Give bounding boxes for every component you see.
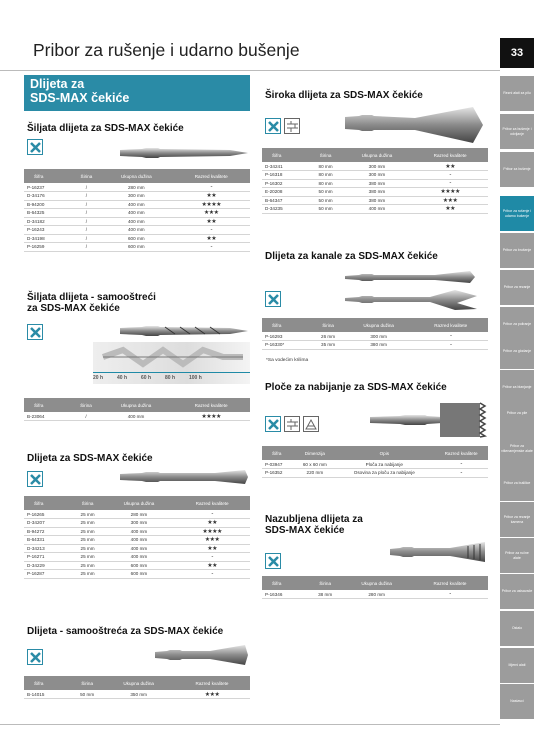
table-cell: P-16330* bbox=[262, 341, 312, 350]
table-cell: 400 mm bbox=[342, 205, 413, 214]
self-sharpening-flat-table bbox=[24, 676, 250, 699]
table-cell: 300 mm bbox=[104, 519, 175, 528]
table-cell: 280 mm bbox=[104, 510, 175, 519]
table-row bbox=[24, 553, 250, 562]
col-header: Ukupna dužina bbox=[100, 398, 172, 412]
quality-rating-cell: - bbox=[434, 469, 488, 478]
table-cell: P-16352 bbox=[262, 469, 295, 478]
concrete-material-icon bbox=[265, 118, 281, 134]
section-banner bbox=[24, 75, 250, 111]
table-cell: D-34176 bbox=[24, 192, 73, 201]
table-cell: 50 mm bbox=[309, 196, 341, 205]
table-cell: D-34207 bbox=[24, 519, 71, 528]
table-cell: / bbox=[73, 192, 101, 201]
quality-rating-cell: - bbox=[172, 226, 250, 235]
quality-rating-cell: - bbox=[412, 179, 488, 188]
table-cell: / bbox=[73, 183, 101, 192]
table-cell: 600 mm bbox=[104, 570, 175, 579]
quality-rating-cell: ★★ bbox=[174, 561, 250, 570]
table-cell: / bbox=[73, 226, 101, 235]
table-cell: D-34198 bbox=[24, 234, 73, 243]
pointed-chisel-table bbox=[24, 169, 250, 252]
table-row bbox=[24, 200, 250, 209]
table-cell: 26 mm bbox=[312, 332, 344, 341]
sidebar-tab[interactable]: Pribor za bušenje i odvijanje bbox=[500, 114, 534, 149]
table-cell: B-23064 bbox=[24, 412, 72, 421]
table-cell: P-16271 bbox=[24, 553, 71, 562]
col-header: Dimenzija bbox=[295, 446, 334, 460]
table-cell: B-94272 bbox=[24, 527, 71, 536]
table-row bbox=[24, 209, 250, 218]
section-title-line-1: Nazubljena dlijeta za bbox=[265, 514, 363, 525]
table-cell: 600 mm bbox=[100, 234, 172, 243]
col-header: Razred kvalitete bbox=[434, 446, 488, 460]
table-row bbox=[262, 341, 488, 350]
table-cell: 35 mm bbox=[312, 341, 344, 350]
sidebar-tab[interactable]: Pribor za rezanje bbox=[500, 270, 534, 305]
table-cell: 600 mm bbox=[104, 561, 175, 570]
table-cell: 220 mm bbox=[295, 469, 334, 478]
table-body bbox=[24, 510, 250, 578]
table-cell: 350 mm bbox=[103, 690, 174, 699]
table-row bbox=[262, 590, 488, 599]
table-row bbox=[24, 510, 250, 519]
sidebar-tab[interactable]: Pribor za brušenje bbox=[500, 233, 534, 268]
wear-scale-graphic bbox=[93, 342, 250, 384]
section-title bbox=[27, 292, 156, 314]
col-header: Šifra bbox=[262, 446, 295, 460]
concrete-material-icon bbox=[265, 416, 281, 432]
table-cell: B-14015 bbox=[24, 690, 71, 699]
sidebar-tab[interactable]: Pribor za blanjanje bbox=[500, 370, 534, 405]
section-title: Ploče za nabijanje za SDS-MAX čekiće bbox=[265, 382, 447, 393]
quality-rating-cell: ★★ bbox=[174, 519, 250, 528]
table-cell: 400 mm bbox=[100, 226, 172, 235]
table-cell: P-16302 bbox=[262, 179, 309, 188]
table-cell: 25 mm bbox=[71, 536, 103, 545]
col-header: Razred kvalitete bbox=[172, 398, 250, 412]
table-body bbox=[262, 590, 488, 599]
banner-line-1: Dlijeta za bbox=[30, 77, 85, 91]
quality-rating-cell: - bbox=[413, 332, 488, 341]
table-cell: 380 mm bbox=[342, 188, 413, 197]
quality-rating-cell: ★★ bbox=[412, 205, 488, 214]
table-cell: B-64347 bbox=[262, 196, 309, 205]
table-row bbox=[24, 217, 250, 226]
table-row bbox=[262, 205, 488, 214]
table-cell: 400 mm bbox=[100, 217, 172, 226]
table-cell: 25 mm bbox=[71, 510, 103, 519]
sidebar-tab[interactable]: Pribor za rezanje kamena bbox=[500, 502, 534, 537]
col-header: Šifra bbox=[24, 169, 73, 183]
table-row bbox=[24, 544, 250, 553]
table-cell: 380 mm bbox=[342, 196, 413, 205]
table-row bbox=[24, 192, 250, 201]
col-header: Širina bbox=[72, 398, 100, 412]
table-row bbox=[262, 460, 488, 469]
quality-rating-cell: ★★ bbox=[412, 162, 488, 171]
table-row bbox=[262, 469, 488, 478]
table-row bbox=[262, 171, 488, 180]
quality-rating-cell: ★★ bbox=[172, 217, 250, 226]
quality-rating-cell: - bbox=[172, 243, 250, 252]
table-cell: Osovina za ploču za nabijanje bbox=[334, 469, 434, 478]
col-header: Širina bbox=[312, 318, 344, 332]
table-row bbox=[262, 332, 488, 341]
quality-rating-cell: - bbox=[172, 183, 250, 192]
table-row bbox=[24, 690, 250, 699]
quality-rating-cell: - bbox=[412, 171, 488, 180]
masonry-material-icon bbox=[284, 416, 300, 432]
table-cell: D-34235 bbox=[262, 205, 309, 214]
table-cell: 280 mm bbox=[341, 590, 412, 599]
col-header: Šifra bbox=[24, 676, 71, 690]
col-header: Razred kvalitete bbox=[413, 318, 488, 332]
concrete-material-icon bbox=[265, 291, 281, 307]
table-row bbox=[262, 162, 488, 171]
scale-label: 100 h bbox=[189, 375, 202, 381]
table-cell: 80 mm bbox=[309, 171, 341, 180]
table-cell: 25 mm bbox=[71, 519, 103, 528]
table-cell: 38 mm bbox=[309, 590, 341, 599]
table-cell: 400 mm bbox=[104, 544, 175, 553]
table-cell: Ploča za nabijanje bbox=[334, 460, 434, 469]
scale-label: 20 h bbox=[93, 375, 104, 381]
table-row bbox=[24, 243, 250, 252]
section-title: Široka dlijeta za SDS-MAX čekiće bbox=[265, 90, 423, 101]
bushing-plate-table bbox=[262, 446, 488, 478]
table-cell: B-64331 bbox=[24, 536, 71, 545]
sidebar-tab-active[interactable]: Pribor za rušenje i udarno bušenje bbox=[500, 196, 534, 231]
table-body bbox=[24, 690, 250, 699]
table-cell: D-34229 bbox=[24, 561, 71, 570]
col-header: Ukupna dužina bbox=[104, 496, 175, 510]
sidebar bbox=[500, 70, 534, 725]
channel-chisel-table bbox=[262, 318, 488, 350]
col-header: Razred kvalitete bbox=[412, 576, 488, 590]
section-title: Dlijeta za SDS-MAX čekiće bbox=[27, 453, 153, 464]
table-cell: 600 mm bbox=[100, 243, 172, 252]
page-title: Pribor za rušenje i udarno bušenje bbox=[33, 40, 300, 60]
banner-line-2: SDS-MAX čekiće bbox=[30, 91, 130, 105]
table-cell: 80 mm bbox=[309, 162, 341, 171]
quality-rating-cell: - bbox=[434, 460, 488, 469]
col-header: Razred kvalitete bbox=[412, 148, 488, 162]
sidebar-tab[interactable]: Pribor za pile bbox=[500, 396, 534, 431]
table-cell: P-16265 bbox=[24, 510, 71, 519]
table-cell: D-34182 bbox=[24, 217, 73, 226]
quality-rating-cell: ★★★★ bbox=[172, 200, 250, 209]
table-row bbox=[24, 412, 250, 421]
tile-material-icon bbox=[303, 416, 319, 432]
concrete-material-icon bbox=[27, 139, 43, 155]
quality-rating-cell: - bbox=[174, 553, 250, 562]
channel-chisel-images bbox=[345, 268, 485, 312]
table-cell: 50 mm bbox=[71, 690, 103, 699]
table-cell: 400 mm bbox=[104, 553, 175, 562]
table-cell: 300 mm bbox=[344, 332, 413, 341]
table-body bbox=[262, 460, 488, 477]
table-cell: 400 mm bbox=[100, 200, 172, 209]
col-header: Širina bbox=[71, 496, 103, 510]
section-title-line-2: za SDS-MAX čekiće bbox=[27, 303, 120, 314]
concrete-material-icon bbox=[265, 553, 281, 569]
table-cell: P-16287 bbox=[24, 570, 71, 579]
table-cell: D-34241 bbox=[262, 162, 309, 171]
table-cell: / bbox=[73, 217, 101, 226]
col-header: Razred kvalitete bbox=[172, 169, 250, 183]
col-header: Opis bbox=[334, 446, 434, 460]
table-cell: P-16259 bbox=[24, 243, 73, 252]
concrete-material-icon bbox=[27, 324, 43, 340]
table-row bbox=[262, 196, 488, 205]
col-header: Ukupna dužina bbox=[103, 676, 174, 690]
table-row bbox=[24, 519, 250, 528]
self-sharpening-chisel-image bbox=[120, 322, 250, 340]
table-row bbox=[24, 536, 250, 545]
toothed-chisel-image bbox=[390, 538, 488, 566]
table-row bbox=[262, 188, 488, 197]
sidebar-tab[interactable]: Nastavci bbox=[500, 684, 534, 719]
quality-rating-cell: ★★★★ bbox=[412, 188, 488, 197]
quality-rating-cell: ★★★★ bbox=[172, 412, 250, 421]
sidebar-tab[interactable]: Pribor za poliranje bbox=[500, 307, 534, 342]
table-cell: 400 mm bbox=[100, 412, 172, 421]
col-header: Ukupna dužina bbox=[344, 318, 413, 332]
section-title: Šiljata dlijeta za SDS-MAX čekiće bbox=[27, 123, 184, 134]
table-body bbox=[24, 183, 250, 251]
table-cell: P-16293 bbox=[262, 332, 312, 341]
table-cell: / bbox=[73, 243, 101, 252]
section-title: Dlijeta za kanale za SDS-MAX čekiće bbox=[265, 251, 438, 262]
col-header: Širina bbox=[73, 169, 101, 183]
scale-label: 80 h bbox=[165, 375, 176, 381]
table-cell: 280 mm bbox=[100, 183, 172, 192]
col-header: Šifra bbox=[24, 398, 72, 412]
table-cell: 380 mm bbox=[342, 179, 413, 188]
quality-rating-cell: ★★★ bbox=[172, 209, 250, 218]
scale-label: 60 h bbox=[141, 375, 152, 381]
table-cell: B-94200 bbox=[24, 200, 73, 209]
table-cell: 380 mm bbox=[344, 341, 413, 350]
quality-rating-cell: ★★★★ bbox=[174, 527, 250, 536]
wide-chisel-table bbox=[262, 148, 488, 214]
table-cell: 50 mm bbox=[309, 188, 341, 197]
table-body bbox=[262, 162, 488, 213]
table-cell: P-16346 bbox=[262, 590, 309, 599]
sidebar-tab[interactable]: Ostalo bbox=[500, 611, 534, 646]
col-header: Ukupna dužina bbox=[100, 169, 172, 183]
table-cell: 25 mm bbox=[71, 553, 103, 562]
table-row bbox=[24, 234, 250, 243]
table-cell: P-16237 bbox=[24, 183, 73, 192]
toothed-chisel-table bbox=[262, 576, 488, 599]
table-cell: / bbox=[73, 200, 101, 209]
quality-rating-cell: ★★ bbox=[174, 544, 250, 553]
table-row bbox=[262, 179, 488, 188]
table-cell: P-16243 bbox=[24, 226, 73, 235]
table-cell: 50 mm bbox=[309, 205, 341, 214]
table-row bbox=[24, 226, 250, 235]
table-cell: 25 mm bbox=[71, 544, 103, 553]
table-cell: P-03947 bbox=[262, 460, 295, 469]
col-header: Šifra bbox=[262, 576, 309, 590]
col-header: Šifra bbox=[262, 318, 312, 332]
sidebar-tab[interactable]: Mjerni alati bbox=[500, 648, 534, 683]
table-cell: / bbox=[73, 234, 101, 243]
col-header: Razred kvalitete bbox=[174, 676, 250, 690]
sidebar-tab[interactable]: Pribor za bušilice bbox=[500, 466, 534, 501]
concrete-material-icon bbox=[27, 649, 43, 665]
quality-rating-cell: - bbox=[174, 570, 250, 579]
quality-rating-cell: - bbox=[412, 590, 488, 599]
col-header: Širina bbox=[309, 576, 341, 590]
table-cell: 60 x 60 mm bbox=[295, 460, 334, 469]
wide-chisel-image bbox=[345, 103, 485, 145]
section-title bbox=[265, 514, 363, 536]
table-row bbox=[24, 561, 250, 570]
table-cell: B-64325 bbox=[24, 209, 73, 218]
flat-chisel-table bbox=[24, 496, 250, 579]
table-cell: 300 mm bbox=[342, 171, 413, 180]
table-cell: / bbox=[72, 412, 100, 421]
scale-label: 40 h bbox=[117, 375, 128, 381]
sidebar-tab[interactable]: Pribor za bušenje bbox=[500, 152, 534, 187]
pointed-chisel-image bbox=[120, 143, 250, 163]
self-sharpening-flat-chisel-image bbox=[155, 641, 250, 669]
flat-chisel-image bbox=[120, 466, 250, 488]
bushing-plate-image bbox=[370, 397, 488, 443]
table-cell: 400 mm bbox=[100, 209, 172, 218]
quality-rating-cell: ★★★ bbox=[174, 690, 250, 699]
quality-rating-cell: ★★★ bbox=[412, 196, 488, 205]
table-cell: E-20208 bbox=[262, 188, 309, 197]
table-cell: / bbox=[73, 209, 101, 218]
bottom-divider bbox=[0, 724, 500, 725]
footnote: *Sa vodećim krilima bbox=[266, 358, 309, 363]
table-cell: D-34213 bbox=[24, 544, 71, 553]
sidebar-tab[interactable]: Pribor za višenamjenske alate bbox=[500, 431, 534, 466]
self-sharpening-pointed-table bbox=[24, 398, 250, 421]
col-header: Razred kvalitete bbox=[174, 496, 250, 510]
col-header: Ukupna dužina bbox=[341, 576, 412, 590]
section-title-line-1: Šiljata dlijeta - samooštreći bbox=[27, 292, 156, 303]
col-header: Ukupna dužina bbox=[342, 148, 413, 162]
table-cell: 400 mm bbox=[104, 527, 175, 536]
table-cell: 300 mm bbox=[342, 162, 413, 171]
table-row bbox=[24, 570, 250, 579]
quality-rating-cell: - bbox=[413, 341, 488, 350]
col-header: Širina bbox=[71, 676, 103, 690]
top-divider bbox=[0, 70, 500, 71]
quality-rating-cell: ★★ bbox=[172, 234, 250, 243]
sidebar-tab[interactable]: Pribor za ručne alate bbox=[500, 538, 534, 573]
col-header: Šifra bbox=[24, 496, 71, 510]
sidebar-tab[interactable]: Pribor za usisavače bbox=[500, 574, 534, 609]
section-title-line-2: SDS-MAX čekiće bbox=[265, 525, 345, 536]
table-body bbox=[24, 412, 250, 421]
quality-rating-cell: - bbox=[174, 510, 250, 519]
table-cell: 80 mm bbox=[309, 179, 341, 188]
col-header: Širina bbox=[309, 148, 341, 162]
section-title: Dlijeta - samooštreća za SDS-MAX čekiće bbox=[27, 626, 224, 637]
table-cell: 400 mm bbox=[104, 536, 175, 545]
table-cell: 300 mm bbox=[100, 192, 172, 201]
table-row bbox=[24, 183, 250, 192]
table-cell: P-16318 bbox=[262, 171, 309, 180]
page-number: 33 bbox=[500, 38, 534, 68]
table-cell: 25 mm bbox=[71, 527, 103, 536]
table-body bbox=[262, 332, 488, 349]
col-header: Šifra bbox=[262, 148, 309, 162]
masonry-material-icon bbox=[284, 118, 300, 134]
sidebar-tab[interactable]: Pribor za glodanje bbox=[500, 334, 534, 369]
quality-rating-cell: ★★★ bbox=[174, 536, 250, 545]
table-cell: 25 mm bbox=[71, 570, 103, 579]
concrete-material-icon bbox=[27, 471, 43, 487]
table-cell: 25 mm bbox=[71, 561, 103, 570]
quality-rating-cell: ★★ bbox=[172, 192, 250, 201]
sidebar-tab[interactable]: Rezni alati za pilu bbox=[500, 76, 534, 111]
table-row bbox=[24, 527, 250, 536]
